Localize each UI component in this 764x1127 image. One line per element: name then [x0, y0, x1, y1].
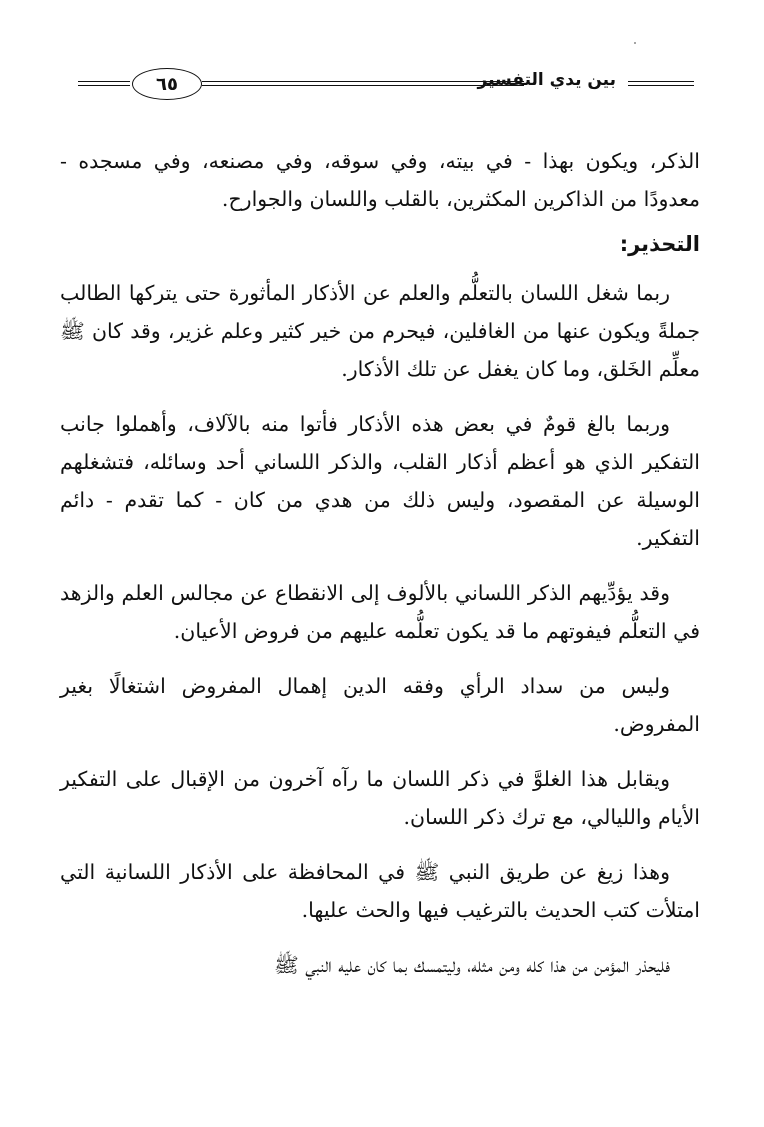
paragraph: ربما شغل اللسان بالتعلُّم والعلم عن الأذكار المأثورة حتى يتركها الطالب جملةً ويكون عنها من الغافلين، فيحرم من خير كثير وعلم غزير، وقد كان ﷺ معلِّم الخَلق، وما كان يغفل عن تلك الأذكار.: [60, 281, 700, 381]
paragraph: وهذا زيغ عن طريق النبي ﷺ في المحافظة على الأذكار اللسانية التي امتلأت كتب الحديث بالترغيب فيها والحث عليها.: [60, 860, 700, 922]
margin-dot: [634, 42, 636, 44]
running-title: بين يدي التفسير: [477, 70, 616, 90]
paragraph: وقد يؤدِّيهم الذكر اللساني بالألوف إلى الانقطاع عن مجالس العلم والزهد في التعلُّم فيفوتهم ما قد يكون تعلُّمه عليهم من فروض الأعيان.: [60, 581, 700, 643]
paragraph: الذكر، ويكون بهذا - في بيته، وفي سوقه، وفي مصنعه، وفي مسجده - معدودًا من الذاكرين المكثرين، بالقلب واللسان والجوارح.: [60, 149, 700, 211]
paragraph: وربما بالغ قومٌ في بعض هذه الأذكار فأتوا منه بالآلاف، وأهملوا جانب التفكير الذي هو أعظم أذكار القلب، والذكر اللساني أحد وسائله، فتشغلهم الوسيلة عن المقصود، وليس ذلك من هدي من كان - كما تقدم - دائم التفكير.: [60, 412, 700, 550]
header-rule-right: [628, 81, 694, 82]
page-body: [60, 142, 700, 1001]
section-heading: التحذير:: [619, 232, 700, 256]
page-number: [132, 68, 202, 100]
page-number-text: ٦٥: [156, 73, 178, 95]
paragraph: ويقابل هذا الغلوَّ في ذكر اللسان ما رآه آخرون من الإقبال على التفكير الأيام والليالي، مع ترك ذكر اللسان.: [60, 767, 700, 829]
header-rule-left: [78, 81, 130, 82]
paragraph: فليحذر المؤمن من هذا كله ومن مثله، وليتمسك بما كان عليه النبي ﷺ: [273, 953, 670, 977]
header-rule-middle: [202, 81, 524, 82]
paragraph: وليس من سداد الرأي وفقه الدين إهمال المفروض اشتغالًا بغير المفروض.: [60, 674, 700, 736]
page-header: [78, 64, 694, 108]
